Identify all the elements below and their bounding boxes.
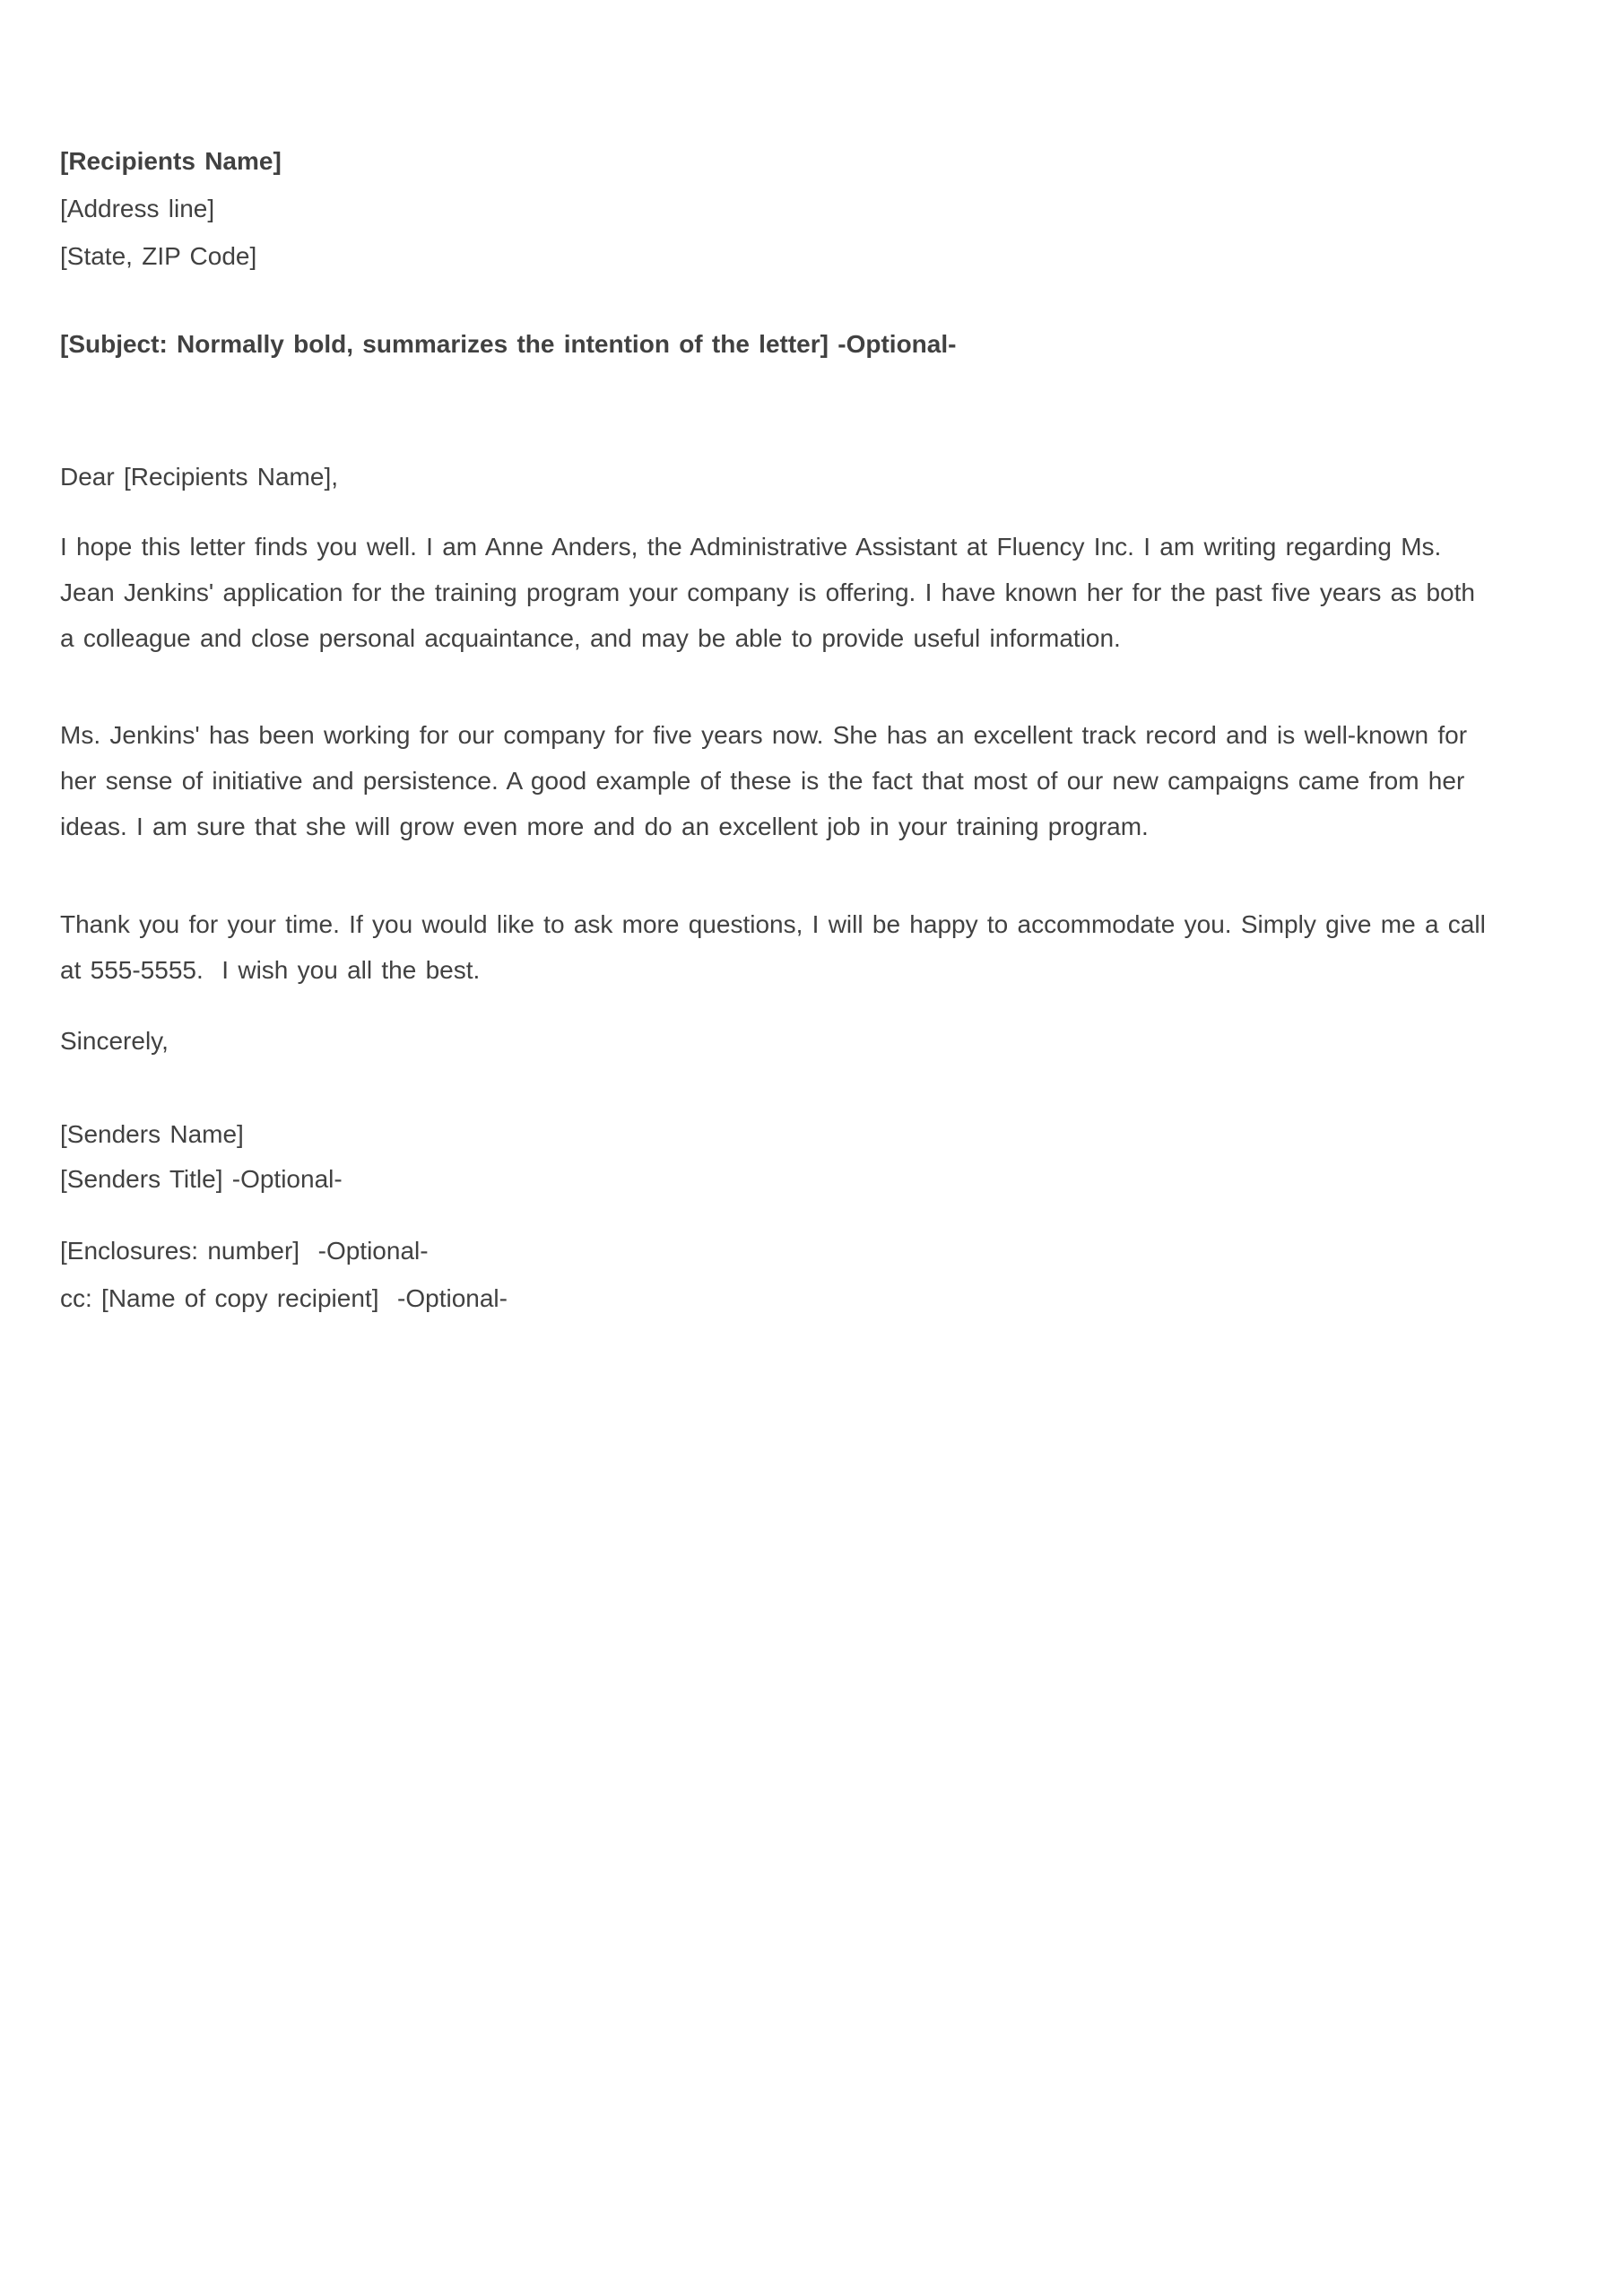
body-line: Jean Jenkins' application for the training program your company is offering. I have known her for the past five years as both <box>60 578 1475 606</box>
cc-line: cc: [Name of copy recipient] -Optional- <box>60 1284 508 1312</box>
recipient-address: [Address line] <box>60 195 215 222</box>
body-paragraph-3 <box>60 901 1575 993</box>
greeting: Dear [Recipients Name], <box>60 463 339 491</box>
letter-content <box>60 0 1575 1322</box>
recipient-block <box>60 137 1575 280</box>
subject-line: [Subject: Normally bold, summarizes the intention of the letter] -Optional- <box>60 330 957 358</box>
sender-title: [Senders Title] -Optional- <box>60 1165 343 1193</box>
recipient-name: [Recipients Name] <box>60 147 282 175</box>
body-line: Thank you for your time. If you would like to ask more questions, I will be happy to accommodate you. Simply give me a call <box>60 910 1486 938</box>
sender-name: [Senders Name] <box>60 1120 244 1148</box>
enclosures-line: [Enclosures: number] -Optional- <box>60 1237 429 1265</box>
enclosure-block <box>60 1227 1575 1322</box>
signature-block <box>60 1112 1575 1202</box>
body-line: I hope this letter finds you well. I am Anne Anders, the Administrative Assistant at Fluency Inc. I am writing regarding Ms. <box>60 533 1442 561</box>
body-paragraph-1 <box>60 524 1575 661</box>
body-paragraph-2 <box>60 712 1575 849</box>
closing: Sincerely, <box>60 1027 169 1055</box>
body-line: her sense of initiative and persistence. A good example of these is the fact that most of our new campaigns came from her <box>60 767 1465 795</box>
body-line: Ms. Jenkins' has been working for our company for five years now. She has an excellent track record and is well-known for <box>60 721 1468 749</box>
recipient-state-zip: [State, ZIP Code] <box>60 242 257 270</box>
body-line: a colleague and close personal acquaintance, and may be able to provide useful information. <box>60 624 1121 652</box>
body-line: ideas. I am sure that she will grow even more and do an excellent job in your training program. <box>60 813 1149 840</box>
body-line: at 555-5555. I wish you all the best. <box>60 956 481 984</box>
